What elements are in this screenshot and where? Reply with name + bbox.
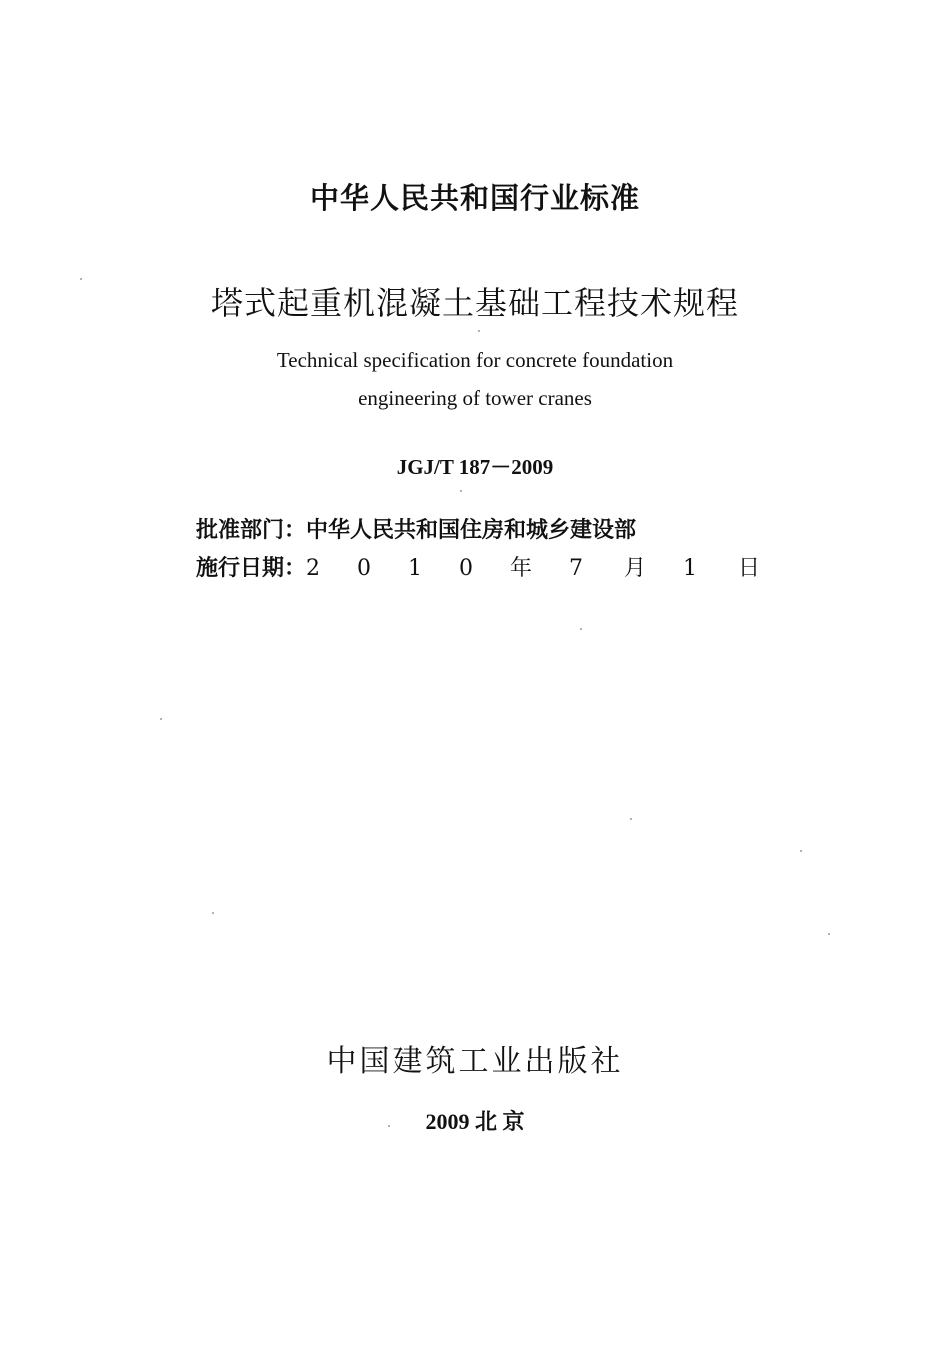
date-digit: 1 — [683, 556, 698, 581]
info-block — [196, 512, 760, 588]
approval-label: 批准部门： — [196, 518, 307, 543]
publisher: 中国建筑工业出版社 — [326, 1044, 624, 1079]
scan-speck — [212, 912, 214, 914]
title-english-line-1: Technical specification for concrete foundation — [276, 348, 674, 372]
date-digit: 0 — [459, 556, 474, 581]
scan-speck — [160, 718, 162, 720]
effective-date-value — [306, 550, 760, 588]
scan-speck — [580, 628, 582, 630]
approval-row — [196, 512, 760, 550]
standard-code: JGJ/T 187－2009 — [396, 455, 554, 479]
date-digit: 7 — [569, 556, 584, 581]
effective-date-row — [196, 550, 760, 588]
scan-speck — [460, 490, 462, 492]
title-english-line-2: engineering of tower cranes — [358, 386, 592, 410]
date-unit-month: 月 — [624, 556, 647, 581]
scan-speck — [828, 933, 830, 935]
publish-place-year: 2009 北 京 — [425, 1109, 525, 1134]
scan-speck — [80, 278, 82, 280]
scan-speck — [478, 330, 480, 332]
date-digit: 0 — [357, 556, 372, 581]
scan-speck — [800, 850, 802, 852]
date-unit-year: 年 — [510, 556, 533, 581]
date-digit: 2 — [306, 556, 321, 581]
title-chinese: 塔式起重机混凝土基础工程技术规程 — [210, 284, 739, 322]
date-digit: 1 — [408, 556, 423, 581]
scan-speck — [388, 1125, 390, 1127]
standard-category: 中华人民共和国行业标准 — [309, 181, 640, 215]
scan-speck — [630, 818, 632, 820]
date-unit-day: 日 — [738, 556, 761, 581]
approval-value: 中华人民共和国住房和城乡建设部 — [306, 518, 637, 543]
effective-date-label: 施行日期： — [196, 556, 307, 581]
